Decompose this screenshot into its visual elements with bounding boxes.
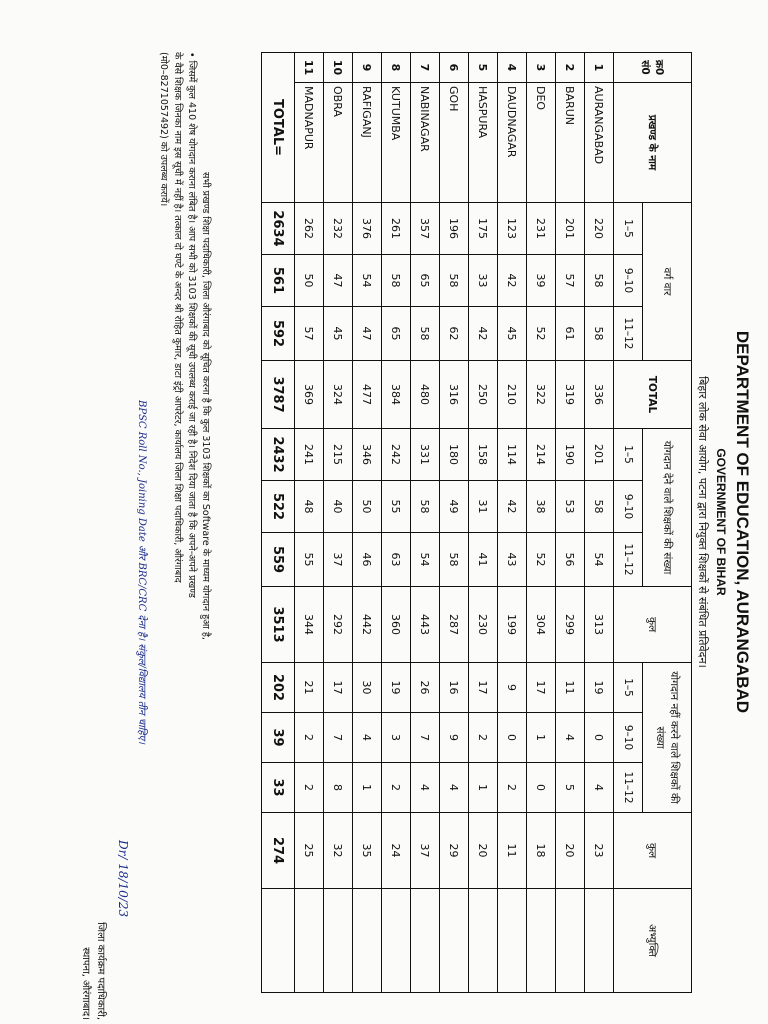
cell-not-joined-9-10: 1 bbox=[527, 713, 556, 763]
cell-not-joined-9-10: 7 bbox=[324, 713, 353, 763]
cell-not-joined-9-10: 0 bbox=[585, 713, 614, 763]
header-not-joined-1-5: 1–5 bbox=[614, 663, 643, 713]
cell-not-joined-1-5: 21 bbox=[295, 663, 324, 713]
cell-sno: 4 bbox=[498, 53, 527, 83]
header-joined-11-12: 11–12 bbox=[614, 533, 643, 587]
cell-not-joined-1-5: 11 bbox=[556, 663, 585, 713]
cell-joined-total: 199 bbox=[498, 587, 527, 663]
cell-block: AURANGABAD bbox=[585, 83, 614, 203]
cell-joined-9-10: 48 bbox=[295, 481, 324, 533]
cell-class-1-5: 175 bbox=[469, 203, 498, 255]
cell-class-9-10: 47 bbox=[324, 255, 353, 307]
cell-class-11-12: 57 bbox=[295, 307, 324, 361]
table-header-row-1 bbox=[643, 53, 692, 993]
cell-not-joined-total: 29 bbox=[440, 813, 469, 889]
cell-sno: 9 bbox=[353, 53, 382, 83]
header-joined-1-5: 1–5 bbox=[614, 429, 643, 481]
cell-sno: 6 bbox=[440, 53, 469, 83]
cell-class-1-5: 231 bbox=[527, 203, 556, 255]
report-subtitle: बिहार लोक सेवा आयोग, पटना द्वारा नियुक्त शिक्षकों से संबंधित प्रतिवेदन। bbox=[696, 376, 709, 668]
cell-not-joined-total: 25 bbox=[295, 813, 324, 889]
cell-block: DAUDNAGAR bbox=[498, 83, 527, 203]
cell-not-joined-11-12: 1 bbox=[353, 763, 382, 813]
cell-joined-11-12: 58 bbox=[440, 533, 469, 587]
total-not-joined-11-12: 33 bbox=[262, 763, 295, 813]
cell-total: 477 bbox=[353, 361, 382, 429]
cell-not-joined-1-5: 26 bbox=[411, 663, 440, 713]
cell-joined-9-10: 53 bbox=[556, 481, 585, 533]
cell-joined-total: 299 bbox=[556, 587, 585, 663]
cell-class-1-5: 220 bbox=[585, 203, 614, 255]
cell-not-joined-9-10: 2 bbox=[469, 713, 498, 763]
cell-class-9-10: 57 bbox=[556, 255, 585, 307]
cell-not-joined-11-12: 0 bbox=[527, 763, 556, 813]
cell-not-joined-total: 23 bbox=[585, 813, 614, 889]
cell-total: 250 bbox=[469, 361, 498, 429]
cell-not-joined-1-5: 19 bbox=[382, 663, 411, 713]
cell-class-1-5: 261 bbox=[382, 203, 411, 255]
cell-class-1-5: 376 bbox=[353, 203, 382, 255]
cell-remarks bbox=[585, 889, 614, 993]
cell-total: 210 bbox=[498, 361, 527, 429]
cell-class-1-5: 201 bbox=[556, 203, 585, 255]
cell-joined-total: 344 bbox=[295, 587, 324, 663]
cell-block: KUTUMBA bbox=[382, 83, 411, 203]
total-class-1-5: 2634 bbox=[262, 203, 295, 255]
cell-not-joined-9-10: 2 bbox=[295, 713, 324, 763]
cell-class-9-10: 33 bbox=[469, 255, 498, 307]
cell-joined-9-10: 38 bbox=[527, 481, 556, 533]
cell-class-11-12: 58 bbox=[585, 307, 614, 361]
header-not-joined-total: कुल bbox=[614, 813, 692, 889]
cell-joined-total: 313 bbox=[585, 587, 614, 663]
cell-block: RAFIGANJ bbox=[353, 83, 382, 203]
cell-joined-1-5: 180 bbox=[440, 429, 469, 481]
header-sno: क्र0 सं0 bbox=[614, 53, 692, 83]
cell-joined-11-12: 46 bbox=[353, 533, 382, 587]
cell-class-11-12: 45 bbox=[324, 307, 353, 361]
cell-not-joined-11-12: 5 bbox=[556, 763, 585, 813]
cell-joined-1-5: 241 bbox=[295, 429, 324, 481]
cell-not-joined-11-12: 4 bbox=[411, 763, 440, 813]
cell-joined-11-12: 41 bbox=[469, 533, 498, 587]
cell-block: DEO bbox=[527, 83, 556, 203]
cell-not-joined-total: 20 bbox=[556, 813, 585, 889]
cell-not-joined-1-5: 17 bbox=[527, 663, 556, 713]
cell-joined-1-5: 158 bbox=[469, 429, 498, 481]
cell-block: NABINAGAR bbox=[411, 83, 440, 203]
cell-joined-11-12: 56 bbox=[556, 533, 585, 587]
cell-total: 480 bbox=[411, 361, 440, 429]
cell-class-1-5: 262 bbox=[295, 203, 324, 255]
cell-not-joined-9-10: 0 bbox=[498, 713, 527, 763]
table-row bbox=[440, 53, 469, 993]
total-remarks bbox=[262, 889, 295, 993]
header-block-name: प्रखण्ड के नाम bbox=[614, 83, 692, 203]
cell-sno: 2 bbox=[556, 53, 585, 83]
cell-class-11-12: 61 bbox=[556, 307, 585, 361]
cell-joined-9-10: 40 bbox=[324, 481, 353, 533]
cell-not-joined-11-12: 1 bbox=[469, 763, 498, 813]
table-row bbox=[527, 53, 556, 993]
cell-class-9-10: 50 bbox=[295, 255, 324, 307]
cell-joined-9-10: 55 bbox=[382, 481, 411, 533]
table-row bbox=[411, 53, 440, 993]
cell-class-11-12: 47 bbox=[353, 307, 382, 361]
cell-block: OBRA bbox=[324, 83, 353, 203]
cell-not-joined-1-5: 9 bbox=[498, 663, 527, 713]
header-total: TOTAL bbox=[614, 361, 692, 429]
cell-not-joined-total: 20 bbox=[469, 813, 498, 889]
cell-joined-total: 360 bbox=[382, 587, 411, 663]
cell-not-joined-1-5: 16 bbox=[440, 663, 469, 713]
cell-total: 336 bbox=[585, 361, 614, 429]
cell-remarks bbox=[411, 889, 440, 993]
table-row bbox=[469, 53, 498, 993]
cell-joined-total: 443 bbox=[411, 587, 440, 663]
document-title: DEPARTMENT OF EDUCATION, AURANGABAD bbox=[733, 330, 752, 714]
cell-class-1-5: 196 bbox=[440, 203, 469, 255]
signatory-designation: जिला कार्यक्रम पदाधिकारी, bbox=[95, 922, 106, 1020]
cell-joined-total: 230 bbox=[469, 587, 498, 663]
cell-joined-11-12: 55 bbox=[295, 533, 324, 587]
cell-not-joined-11-12: 2 bbox=[295, 763, 324, 813]
cell-class-11-12: 65 bbox=[382, 307, 411, 361]
total-not-joined-1-5: 202 bbox=[262, 663, 295, 713]
cell-joined-9-10: 31 bbox=[469, 481, 498, 533]
teacher-report-table bbox=[261, 52, 692, 993]
cell-remarks bbox=[527, 889, 556, 993]
cell-remarks bbox=[295, 889, 324, 993]
header-class-9-10: 9–10 bbox=[614, 255, 643, 307]
cell-block: BARUN bbox=[556, 83, 585, 203]
cell-not-joined-total: 18 bbox=[527, 813, 556, 889]
cell-block: HASPURA bbox=[469, 83, 498, 203]
cell-joined-9-10: 58 bbox=[585, 481, 614, 533]
cell-joined-1-5: 242 bbox=[382, 429, 411, 481]
header-not-joined-9-10: 9–10 bbox=[614, 713, 643, 763]
header-joined-total: कुल bbox=[614, 587, 692, 663]
cell-joined-1-5: 331 bbox=[411, 429, 440, 481]
header-class-1-5: 1–5 bbox=[614, 203, 643, 255]
signatory-block bbox=[78, 760, 108, 1020]
cell-not-joined-1-5: 19 bbox=[585, 663, 614, 713]
cell-joined-11-12: 52 bbox=[527, 533, 556, 587]
total-not-joined-9-10: 39 bbox=[262, 713, 295, 763]
cell-not-joined-1-5: 17 bbox=[324, 663, 353, 713]
signatory-department: स्थापना, औरंगाबाद। bbox=[80, 947, 91, 1020]
total-total: 3787 bbox=[262, 361, 295, 429]
cell-not-joined-total: 37 bbox=[411, 813, 440, 889]
cell-sno: 3 bbox=[527, 53, 556, 83]
header-not-joined-11-12: 11–12 bbox=[614, 763, 643, 813]
header-joined-9-10: 9–10 bbox=[614, 481, 643, 533]
cell-class-9-10: 65 bbox=[411, 255, 440, 307]
total-joined-9-10: 522 bbox=[262, 481, 295, 533]
note-line-1: सभी प्रखण्ड शिक्षा पदाधिकारी, जिला औरंगाबाद को सूचित करना है कि कुल 3103 शिक्षकों का Software के माध्यम योगदान हुआ है, bbox=[200, 172, 211, 640]
cell-not-joined-total: 11 bbox=[498, 813, 527, 889]
cell-not-joined-1-5: 30 bbox=[353, 663, 382, 713]
cell-not-joined-9-10: 4 bbox=[556, 713, 585, 763]
note-line-4: (मो0–8271057492) को उपलब्ध करायें। bbox=[158, 52, 169, 207]
cell-not-joined-9-10: 9 bbox=[440, 713, 469, 763]
cell-class-9-10: 42 bbox=[498, 255, 527, 307]
cell-remarks bbox=[469, 889, 498, 993]
cell-sno: 11 bbox=[295, 53, 324, 83]
cell-class-11-12: 45 bbox=[498, 307, 527, 361]
cell-total: 322 bbox=[527, 361, 556, 429]
total-joined-1-5: 2432 bbox=[262, 429, 295, 481]
cell-total: 316 bbox=[440, 361, 469, 429]
total-class-9-10: 561 bbox=[262, 255, 295, 307]
cell-class-1-5: 123 bbox=[498, 203, 527, 255]
cell-class-11-12: 62 bbox=[440, 307, 469, 361]
cell-joined-9-10: 49 bbox=[440, 481, 469, 533]
cell-class-1-5: 232 bbox=[324, 203, 353, 255]
total-joined-total: 3513 bbox=[262, 587, 295, 663]
cell-block: MADNAPUR bbox=[295, 83, 324, 203]
cell-sno: 10 bbox=[324, 53, 353, 83]
cell-not-joined-11-12: 2 bbox=[382, 763, 411, 813]
cell-remarks bbox=[556, 889, 585, 993]
cell-remarks bbox=[440, 889, 469, 993]
instruction-note bbox=[156, 52, 212, 997]
header-remarks: अभ्युक्ति bbox=[614, 889, 692, 993]
cell-total: 369 bbox=[295, 361, 324, 429]
header-category-wise: वर्ग वार bbox=[643, 203, 692, 361]
cell-joined-11-12: 43 bbox=[498, 533, 527, 587]
header-not-joined-teachers: योगदान नहीं करने वाले शिक्षकों की संख्या bbox=[643, 663, 692, 813]
cell-joined-1-5: 114 bbox=[498, 429, 527, 481]
table-row bbox=[353, 53, 382, 993]
header-joined-teachers: योगदान देने वाले शिक्षकों की संख्या bbox=[643, 429, 692, 587]
cell-joined-11-12: 54 bbox=[585, 533, 614, 587]
cell-joined-1-5: 190 bbox=[556, 429, 585, 481]
cell-joined-total: 442 bbox=[353, 587, 382, 663]
cell-remarks bbox=[382, 889, 411, 993]
total-not-joined-total: 274 bbox=[262, 813, 295, 889]
cell-not-joined-11-12: 4 bbox=[440, 763, 469, 813]
table-row bbox=[295, 53, 324, 993]
table-row bbox=[498, 53, 527, 993]
total-class-11-12: 592 bbox=[262, 307, 295, 361]
cell-not-joined-9-10: 4 bbox=[353, 713, 382, 763]
note-line-3: के वैसे शिक्षक जिनका नाम इस सूची में नहीं है। तत्काल दो घण्टे के अन्दर श्री रोहित कुमार, डाटा इंट्री आपरेटर, कार्यालय जिला शिक्षा पदाधिकारी, औरंगाबाद bbox=[172, 52, 183, 583]
government-label: GOVERNMENT OF BIHAR bbox=[714, 448, 728, 596]
cell-remarks bbox=[498, 889, 527, 993]
cell-joined-11-12: 54 bbox=[411, 533, 440, 587]
cell-joined-9-10: 50 bbox=[353, 481, 382, 533]
cell-class-11-12: 42 bbox=[469, 307, 498, 361]
cell-remarks bbox=[353, 889, 382, 993]
cell-class-9-10: 58 bbox=[585, 255, 614, 307]
cell-class-9-10: 39 bbox=[527, 255, 556, 307]
total-row bbox=[262, 53, 295, 993]
cell-total: 319 bbox=[556, 361, 585, 429]
cell-class-9-10: 58 bbox=[440, 255, 469, 307]
cell-class-9-10: 58 bbox=[382, 255, 411, 307]
table-row bbox=[585, 53, 614, 993]
cell-class-9-10: 54 bbox=[353, 255, 382, 307]
cell-joined-11-12: 63 bbox=[382, 533, 411, 587]
cell-sno: 1 bbox=[585, 53, 614, 83]
cell-block: GOH bbox=[440, 83, 469, 203]
header-class-11-12: 11–12 bbox=[614, 307, 643, 361]
cell-not-joined-11-12: 4 bbox=[585, 763, 614, 813]
total-joined-11-12: 559 bbox=[262, 533, 295, 587]
cell-not-joined-9-10: 3 bbox=[382, 713, 411, 763]
cell-sno: 8 bbox=[382, 53, 411, 83]
cell-class-11-12: 52 bbox=[527, 307, 556, 361]
cell-not-joined-11-12: 2 bbox=[498, 763, 527, 813]
cell-joined-9-10: 58 bbox=[411, 481, 440, 533]
cell-not-joined-11-12: 8 bbox=[324, 763, 353, 813]
table-row bbox=[324, 53, 353, 993]
cell-not-joined-total: 32 bbox=[324, 813, 353, 889]
table-row bbox=[556, 53, 585, 993]
cell-joined-9-10: 42 bbox=[498, 481, 527, 533]
cell-not-joined-total: 35 bbox=[353, 813, 382, 889]
cell-class-1-5: 357 bbox=[411, 203, 440, 255]
cell-not-joined-9-10: 7 bbox=[411, 713, 440, 763]
cell-sno: 7 bbox=[411, 53, 440, 83]
cell-joined-1-5: 201 bbox=[585, 429, 614, 481]
note-line-2: • जिसमें कुल 410 शेष योगदान कराना लंबित है। आप सभी को 3103 शिक्षकों की सूची उपलब्ध कराई जा रही है। निदेश दिया जाता है कि अपने-अपने प्रखण्ड bbox=[186, 52, 197, 598]
cell-total: 384 bbox=[382, 361, 411, 429]
cell-joined-11-12: 37 bbox=[324, 533, 353, 587]
cell-not-joined-1-5: 17 bbox=[469, 663, 498, 713]
cell-sno: 5 bbox=[469, 53, 498, 83]
cell-joined-1-5: 346 bbox=[353, 429, 382, 481]
cell-class-11-12: 58 bbox=[411, 307, 440, 361]
cell-remarks bbox=[324, 889, 353, 993]
cell-joined-1-5: 214 bbox=[527, 429, 556, 481]
cell-total: 324 bbox=[324, 361, 353, 429]
handwritten-note: BPSC Roll No., Joining Date और BRC/CRC देना है। संकुल/विद्यालय तीन चाहिए। bbox=[136, 400, 147, 744]
signature-mark: Dr/ 18/10/23 bbox=[116, 840, 130, 918]
table-row bbox=[382, 53, 411, 993]
total-label: TOTAL= bbox=[262, 53, 295, 203]
cell-joined-total: 287 bbox=[440, 587, 469, 663]
cell-joined-1-5: 215 bbox=[324, 429, 353, 481]
cell-not-joined-total: 24 bbox=[382, 813, 411, 889]
cell-joined-total: 304 bbox=[527, 587, 556, 663]
cell-joined-total: 292 bbox=[324, 587, 353, 663]
